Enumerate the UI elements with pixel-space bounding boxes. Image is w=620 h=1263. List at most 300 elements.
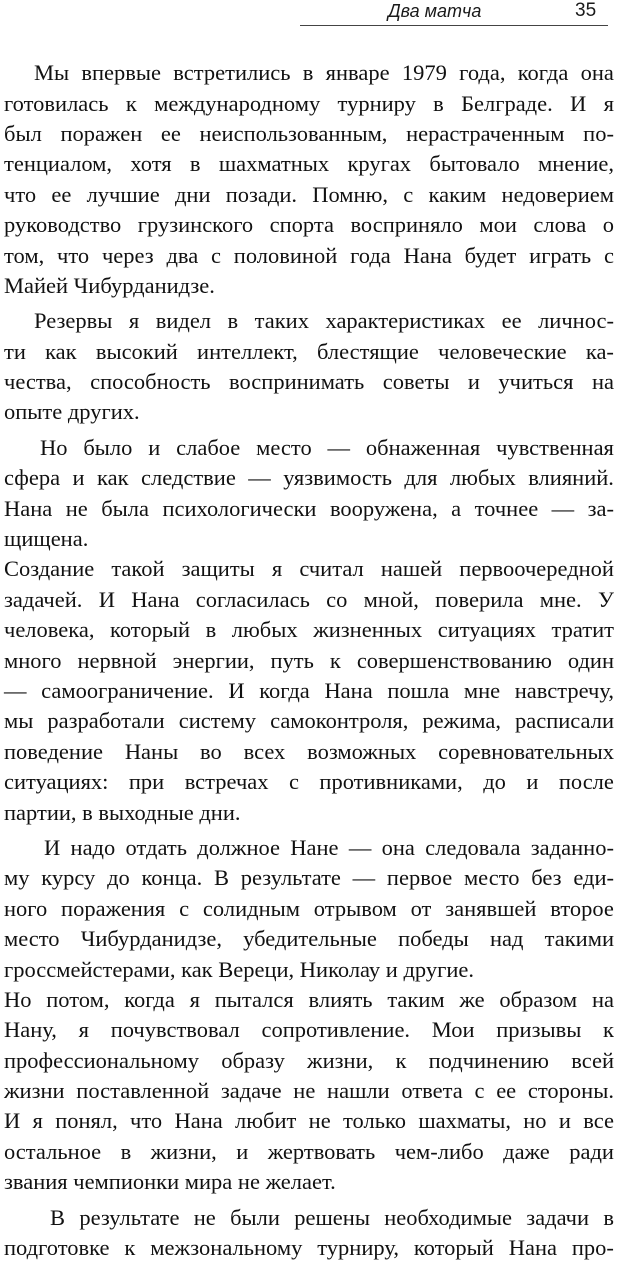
text-line	[0, 493, 620, 523]
word: ка-	[585, 338, 614, 364]
word: готовилась	[4, 90, 109, 116]
word: восприняло	[350, 212, 463, 238]
text-line	[0, 240, 620, 270]
word: не	[308, 1108, 331, 1134]
word: способность	[90, 369, 211, 395]
word: психологически	[162, 495, 317, 521]
word: о	[602, 212, 614, 238]
word: при	[128, 769, 165, 795]
word: —	[327, 434, 351, 460]
word: видел	[155, 308, 212, 334]
word: на	[591, 986, 614, 1012]
word: такой	[111, 556, 165, 582]
text-line	[0, 585, 620, 615]
word: решены	[294, 1204, 370, 1230]
word: Чибурданидзе,	[80, 926, 222, 952]
word: конца.	[141, 865, 203, 891]
word: ситуациях	[437, 617, 536, 643]
text-line	[0, 706, 620, 736]
word: только	[343, 1108, 407, 1134]
word: образу	[221, 1047, 285, 1073]
text-line	[0, 985, 620, 1015]
word: необходимые	[384, 1204, 512, 1230]
word: в	[120, 1138, 132, 1164]
word: —	[4, 678, 27, 703]
word: И	[4, 1108, 21, 1134]
word: во	[200, 738, 222, 764]
word: любых	[449, 465, 516, 491]
text-line	[0, 88, 620, 118]
word: любит	[235, 1108, 297, 1134]
word: высокий	[95, 338, 178, 364]
word: турниру,	[317, 1235, 399, 1261]
word: ее	[501, 308, 522, 334]
text-line	[0, 1046, 620, 1076]
word: встречах	[184, 769, 269, 795]
word: жизни,	[150, 1138, 217, 1164]
word: образом	[499, 986, 578, 1012]
word: В	[214, 865, 230, 891]
word: любых	[231, 617, 298, 643]
word: энергии,	[172, 647, 255, 673]
word: жизни	[4, 1078, 65, 1104]
word: все	[583, 1108, 614, 1134]
word: результате	[79, 1204, 180, 1230]
word: в	[603, 1204, 614, 1230]
word: таким	[387, 986, 445, 1012]
word: характеристиках	[325, 308, 486, 334]
word: такими	[544, 926, 614, 952]
word: в	[302, 60, 314, 86]
word: чем-либо	[394, 1138, 484, 1164]
word: И	[98, 586, 115, 612]
word: самоограничение.	[41, 678, 214, 703]
word: январе	[325, 60, 390, 86]
word: про-	[571, 1235, 614, 1261]
text-line	[0, 149, 620, 179]
word: мной,	[363, 586, 419, 612]
text-line	[0, 863, 620, 893]
word: мы	[4, 708, 34, 734]
running-header	[0, 0, 620, 30]
word: года	[350, 242, 391, 268]
word: вооружена,	[329, 495, 438, 521]
word: учиться	[498, 369, 574, 395]
word: остальное	[4, 1138, 102, 1164]
word: она	[381, 834, 415, 860]
word: с	[288, 769, 299, 795]
word: второе	[550, 895, 614, 921]
word: ее	[160, 120, 181, 146]
word: я	[32, 1108, 43, 1134]
word: всей	[571, 1047, 614, 1073]
word: играть	[529, 242, 592, 268]
word: в	[189, 151, 201, 177]
text-line	[0, 615, 620, 645]
word: недоверием	[501, 181, 614, 207]
word: она	[580, 60, 614, 86]
word: И	[228, 678, 245, 703]
word: но	[523, 1108, 547, 1134]
word: два	[166, 242, 199, 268]
word: был	[4, 120, 42, 146]
word: я	[603, 90, 614, 116]
word: над	[489, 926, 524, 952]
word: мне.	[539, 586, 582, 612]
text-line	[0, 180, 620, 210]
text-line	[0, 767, 620, 797]
word: шахматы,	[418, 1108, 511, 1134]
text-line	[0, 433, 620, 463]
text-line	[0, 337, 620, 367]
word: и	[558, 1108, 571, 1134]
word: каким	[428, 181, 487, 207]
word: потом,	[46, 986, 110, 1012]
word: У	[597, 586, 614, 612]
word: нашей	[380, 556, 443, 582]
word: соревновательных	[438, 738, 614, 764]
word: задаче	[220, 1078, 282, 1104]
word: систему	[178, 708, 257, 734]
word: расписали	[514, 708, 614, 734]
word: должное	[197, 834, 280, 860]
word: режима,	[422, 708, 501, 734]
word: Мы	[34, 60, 70, 86]
word: задачей.	[4, 586, 83, 612]
word: хотя	[130, 151, 172, 177]
word: путь	[270, 647, 314, 673]
word: жизненных	[313, 617, 423, 643]
word: на	[591, 369, 614, 395]
word: поражения	[61, 895, 166, 921]
word: позади.	[225, 181, 297, 207]
text-line	[0, 676, 620, 706]
word: влияний.	[528, 465, 614, 491]
text-line	[0, 924, 620, 954]
text-line	[0, 645, 620, 675]
word: стороны.	[527, 1078, 614, 1104]
word: я	[128, 308, 140, 334]
word: разработали	[47, 708, 165, 734]
word: шахматных	[218, 151, 330, 177]
text-line: партии, в выходные дни.	[4, 799, 241, 825]
word: нашли	[327, 1078, 390, 1104]
word: Нана	[403, 242, 452, 268]
word: ее	[496, 1078, 517, 1104]
text-line	[0, 1076, 620, 1106]
text-line	[0, 1106, 620, 1136]
word: даже	[503, 1138, 550, 1164]
text-line	[0, 1137, 620, 1167]
word: со	[326, 586, 348, 612]
word: как	[97, 465, 129, 491]
word: Но	[4, 986, 32, 1012]
word: же	[459, 986, 485, 1012]
word: место	[463, 865, 520, 891]
word: впервые	[81, 60, 162, 86]
word: не	[65, 495, 88, 521]
text-line	[0, 119, 620, 149]
word: ти	[4, 338, 26, 364]
word: воспринимать	[229, 369, 365, 395]
word: И	[44, 834, 61, 860]
word: сопротивление.	[261, 1017, 411, 1043]
word: поражен	[60, 120, 143, 146]
word: с	[179, 895, 190, 921]
word: мне	[463, 678, 501, 703]
word: блестящие	[317, 338, 419, 364]
word: была	[101, 495, 150, 521]
word: жертвовать	[267, 1138, 376, 1164]
word: к	[124, 1235, 136, 1261]
word: занявшей	[445, 895, 537, 921]
word: считал	[299, 556, 364, 582]
word: неиспользованным,	[199, 120, 388, 146]
text-line	[0, 737, 620, 767]
word: интеллект,	[197, 338, 298, 364]
page-number: 35	[575, 0, 597, 21]
word: я	[78, 1017, 89, 1043]
word: дни	[174, 181, 211, 207]
word: заданно-	[530, 834, 614, 860]
text-line: щищена.	[4, 526, 89, 552]
word: тенциалом,	[4, 151, 113, 177]
word: жизни,	[307, 1047, 374, 1073]
word: поверила	[435, 586, 524, 612]
word: Резервы	[34, 308, 113, 334]
word: Нану,	[4, 1017, 57, 1043]
word: Нана	[4, 495, 53, 521]
word: пытался	[214, 986, 294, 1012]
word: солидным	[202, 895, 300, 921]
word: следовала	[425, 834, 521, 860]
word: личнос-	[538, 308, 614, 334]
text-line	[0, 306, 620, 336]
word: курсу	[41, 865, 96, 891]
word: турниру	[337, 90, 416, 116]
word: к	[603, 1017, 614, 1043]
word: что	[57, 242, 90, 268]
word: уязвимость	[283, 465, 392, 491]
word: мои	[479, 212, 517, 238]
header-rule	[300, 25, 608, 26]
word: отдать	[125, 834, 187, 860]
word: поведение	[4, 738, 103, 764]
word: международному	[154, 90, 321, 116]
word: ного	[4, 895, 48, 921]
word: задачи	[526, 1204, 590, 1230]
word: му	[4, 865, 30, 891]
text-line: звания чемпионки мира не желает.	[4, 1169, 336, 1195]
word: том,	[4, 242, 45, 268]
word: а	[451, 495, 462, 521]
word: таких	[254, 308, 309, 334]
word: место	[4, 926, 60, 952]
text-line	[0, 894, 620, 924]
word: следствие	[141, 465, 236, 491]
word: согласилась	[195, 586, 310, 612]
word: ради	[569, 1138, 614, 1164]
word: как	[45, 338, 77, 364]
word: призывы	[496, 1017, 582, 1043]
word: что	[4, 181, 37, 207]
word: в	[433, 90, 444, 116]
word: навстречу,	[514, 678, 614, 703]
text-line	[0, 1202, 620, 1232]
word: слабое	[176, 434, 241, 460]
word: —	[551, 495, 575, 521]
word: года,	[459, 60, 506, 86]
text-line: гроссмейстерами, как Вереци, Николау и другие.	[4, 956, 474, 982]
word: подчинению	[428, 1047, 549, 1073]
text-line	[0, 58, 620, 88]
word: Нана	[131, 586, 180, 612]
word: половиной	[233, 242, 338, 268]
word: Создание	[4, 556, 95, 582]
word: поставленной	[76, 1078, 210, 1104]
word: кругах	[347, 151, 412, 177]
word: мнение,	[538, 151, 614, 177]
word: пошла	[387, 678, 450, 703]
word: к	[125, 90, 137, 116]
text-line	[0, 463, 620, 493]
word: без	[531, 865, 562, 891]
word: с	[403, 181, 414, 207]
word: отрывом	[313, 895, 397, 921]
word: защиты	[181, 556, 255, 582]
word: возможных	[307, 738, 417, 764]
word: —	[352, 865, 376, 891]
word: советы	[382, 369, 450, 395]
word: Но	[40, 434, 68, 460]
word: по-	[583, 120, 614, 146]
word: к	[395, 1047, 407, 1073]
word: ее	[51, 181, 72, 207]
word: Нана	[324, 678, 373, 703]
word: грузинского	[137, 212, 254, 238]
word: И	[570, 90, 587, 116]
word: слова	[533, 212, 587, 238]
word: и	[72, 465, 85, 491]
word: результате	[240, 865, 341, 891]
word: не	[293, 1078, 316, 1104]
word: противниками,	[319, 769, 463, 795]
word: через	[101, 242, 154, 268]
word: Мои	[431, 1017, 475, 1043]
word: руководство	[4, 212, 122, 238]
word: первоочередной	[459, 556, 614, 582]
word: Нана	[508, 1235, 557, 1261]
word: один	[567, 647, 614, 673]
word: до	[107, 865, 130, 891]
word: совершенствованию	[356, 647, 552, 673]
word: тратит	[551, 617, 614, 643]
word: лучшие	[86, 181, 160, 207]
word: который	[413, 1235, 494, 1261]
word: к	[329, 647, 341, 673]
text-line	[0, 554, 620, 584]
word: влиять	[308, 986, 373, 1012]
word: Нане	[290, 834, 339, 860]
text-line	[0, 1233, 620, 1263]
word: и	[467, 369, 480, 395]
word: —	[348, 834, 372, 860]
word: с	[211, 242, 221, 268]
word: нервной	[77, 647, 157, 673]
word: Наны	[124, 738, 179, 764]
word: профессиональному	[4, 1047, 199, 1073]
word: В	[50, 1204, 66, 1230]
word: когда	[124, 986, 175, 1012]
word: спорта	[269, 212, 334, 238]
text-line	[0, 367, 620, 397]
word: в	[205, 617, 217, 643]
word: место	[256, 434, 312, 460]
word: подготовке	[4, 1235, 110, 1261]
word: межзональному	[150, 1235, 303, 1261]
word: 1979	[401, 60, 447, 86]
word: почувствовал	[110, 1017, 240, 1043]
running-head-title: Два матча	[388, 1, 482, 21]
word: я	[271, 556, 283, 582]
word: были	[230, 1204, 280, 1230]
word: победы	[398, 926, 469, 952]
word: убедительные	[243, 926, 377, 952]
word: с	[603, 242, 614, 268]
word: надо	[70, 834, 116, 860]
word: и	[148, 434, 161, 460]
word: не	[193, 1204, 216, 1230]
word: было	[83, 434, 133, 460]
word: когда	[517, 60, 569, 86]
word: в	[227, 308, 239, 334]
word: когда	[259, 678, 310, 703]
word: который	[110, 617, 190, 643]
text-line: опыте других.	[4, 399, 140, 425]
word: от	[410, 895, 432, 921]
word: бытовало	[429, 151, 520, 177]
word: много	[4, 647, 62, 673]
word: за-	[587, 495, 614, 521]
word: Белграде.	[461, 90, 553, 116]
word: что	[130, 1108, 163, 1134]
body-text	[0, 58, 620, 1263]
text-line	[0, 833, 620, 863]
word: будет	[464, 242, 517, 268]
text-line: Майей Чибурданидзе.	[4, 272, 215, 298]
word: точнее	[474, 495, 539, 521]
word: чувственная	[496, 434, 614, 460]
word: понял,	[55, 1108, 118, 1134]
word: всех	[243, 738, 286, 764]
word: сфера	[4, 465, 61, 491]
word: с	[474, 1078, 485, 1104]
word: еди-	[573, 865, 614, 891]
word: ситуациях:	[4, 769, 109, 795]
word: —	[248, 465, 271, 491]
word: нерастраченным	[406, 120, 565, 146]
word: чества,	[4, 369, 72, 395]
word: ответа	[401, 1078, 463, 1104]
word: человека,	[4, 617, 95, 643]
word: обнаженная	[365, 434, 481, 460]
word: для	[404, 465, 438, 491]
text-line	[0, 210, 620, 240]
word: человеческие	[438, 338, 567, 364]
word: самоконтроля,	[270, 708, 409, 734]
word: до	[483, 769, 506, 795]
word: и	[526, 769, 539, 795]
